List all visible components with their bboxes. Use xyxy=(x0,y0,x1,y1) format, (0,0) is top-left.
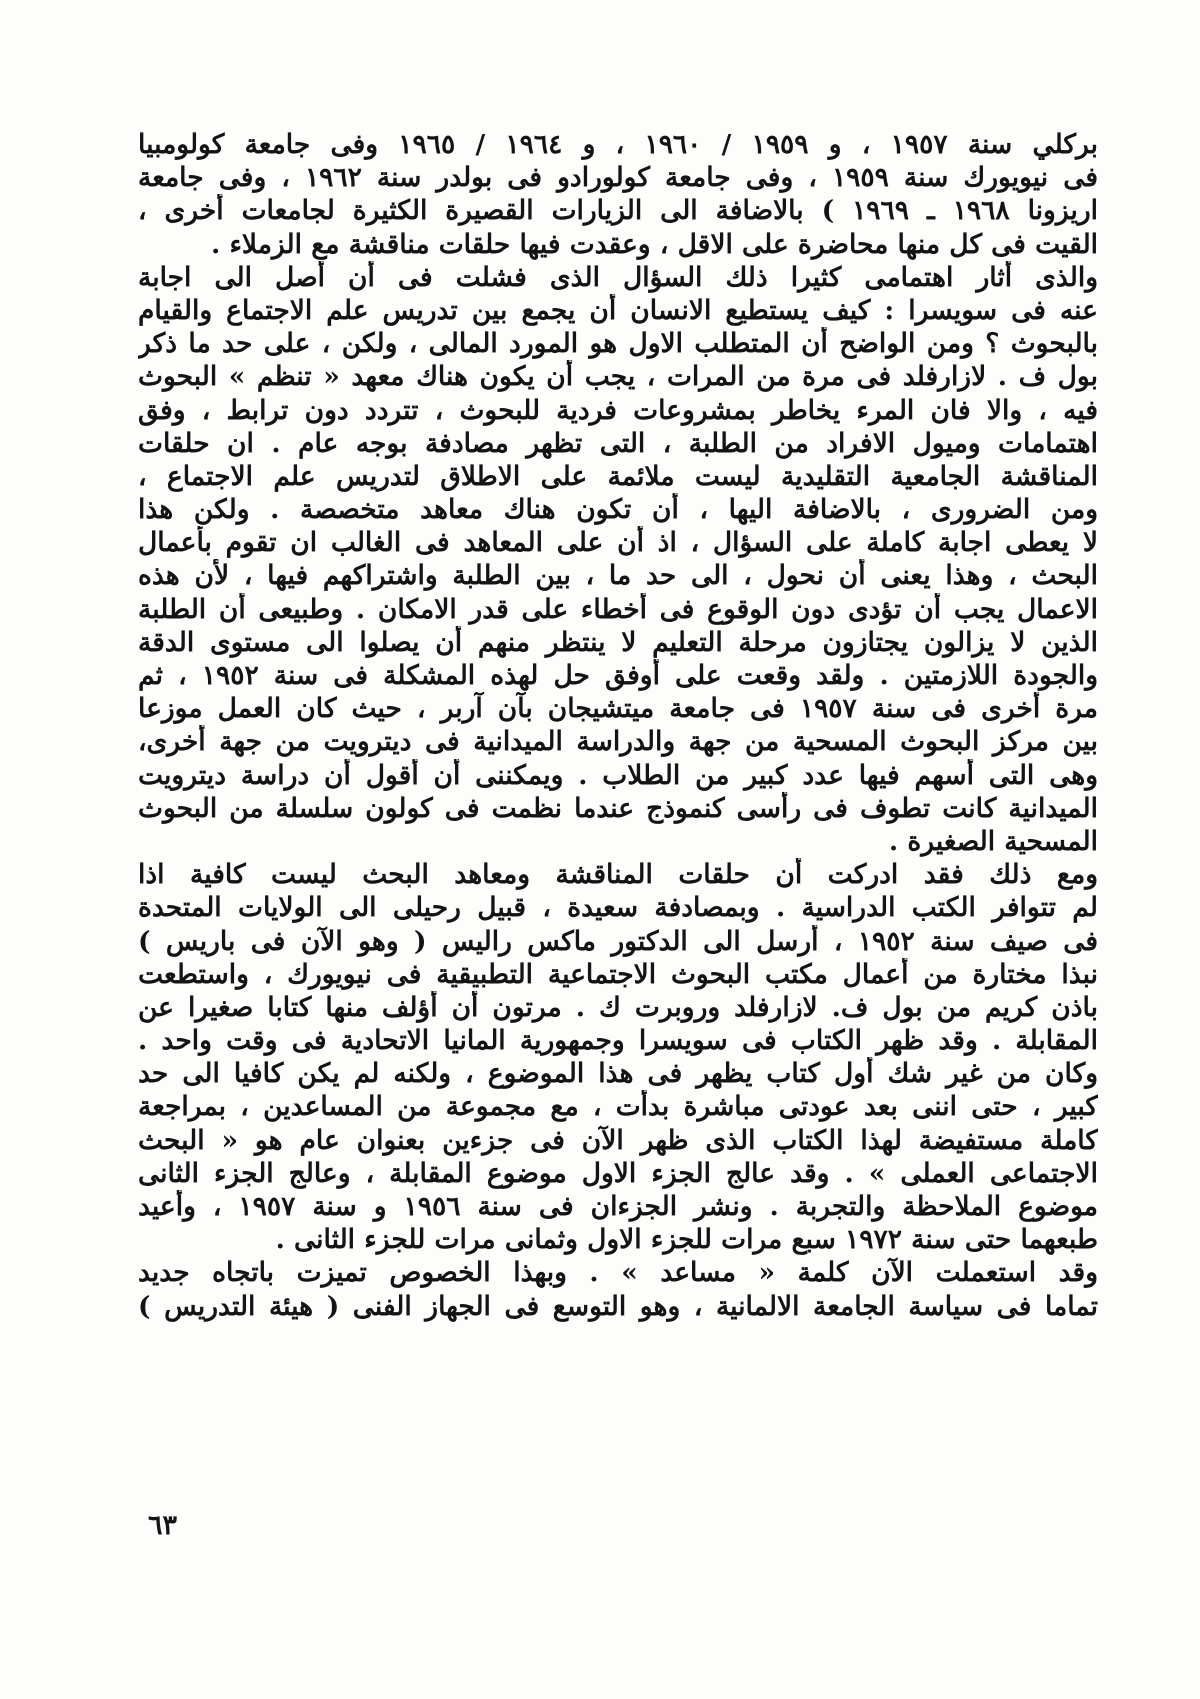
text-line: اريزونا ١٩٦٨ ـ ١٩٦٩ ) بالاضافة الى الزيارات القصيرة الكثيرة لجامعات أخرى ، xyxy=(138,195,1098,227)
text-line: بين مركز البحوث المسحية من جهة والدراسة الميدانية فى ديترويت من جهة أخرى، xyxy=(138,726,1098,758)
text-line: الميدانية كانت تطوف فى رأسى كنموذج عندما نظمت فى كولون سلسلة من البحوث xyxy=(138,792,1098,824)
paragraph-1 xyxy=(138,128,1098,261)
text-line: بول ف . لازارفلد فى مرة من المرات ، يجب أن يكون هناك معهد « تنظم » البحوث xyxy=(138,361,1098,393)
text-line: فى صيف سنة ١٩٥٢ ، أرسل الى الدكتور ماكس راليس ( وهو الآن فى باريس ) xyxy=(138,925,1098,957)
text-line: وهى التى أسهم فيها عدد كبير من الطلاب . ويمكننى أن أقول أن دراسة ديترويت xyxy=(138,759,1098,791)
text-line: المناقشة الجامعية التقليدية ليست ملائمة على الاطلاق لتدريس علم الاجتماع ، xyxy=(138,460,1098,492)
text-line: الاجتماعى العملى » . وقد عالج الجزء الاول موضوع المقابلة ، وعالج الجزء الثانى xyxy=(138,1157,1098,1189)
text-line: البحث ، وهذا يعنى أن نحول ، الى حد ما ، بين الطلبة واشتراكهم فيها ، لأن هذه xyxy=(138,560,1098,592)
text-line: كبير ، حتى اننى بعد عودتى مباشرة بدأت ، مع مجموعة من المساعدين ، بمراجعة xyxy=(138,1091,1098,1123)
text-line: فى نيويورك سنة ١٩٥٩ ، وفى جامعة كولورادو فى بولدر سنة ١٩٦٢ ، وفى جامعة xyxy=(138,162,1098,194)
text-line: لم تتوافر الكتب الدراسية . وبمصادفة سعيدة ، قبيل رحيلى الى الولايات المتحدة xyxy=(138,892,1098,924)
text-line: اهتمامات وميول الافراد من الطلبة ، التى تظهر مصادفة بوجه عام . ان حلقات xyxy=(138,427,1098,459)
text-line: المسحية الصغيرة . xyxy=(888,825,1098,857)
text-line: وقد استعملت الآن كلمة « مساعد » . وبهذا الخصوص تميزت باتجاه جديد xyxy=(138,1257,1098,1289)
text-line: مرة أخرى فى سنة ١٩٥٧ فى جامعة ميتشيجان بآن آربر ، حيث كان العمل موزعا xyxy=(138,693,1098,725)
text-line: وكان من غير شك أول كتاب يظهر فى هذا الموضوع ، ولكنه لم يكن كافيا الى حد xyxy=(138,1058,1098,1090)
text-line: طبعهما حتى سنة ١٩٧٢ سبع مرات للجزء الاول وثمانى مرات للجزء الثانى . xyxy=(275,1224,1098,1256)
text-line: الاعمال يجب أن تؤدى دون الوقوع فى أخطاء على قدر الامكان . وطبيعى أن الطلبة xyxy=(138,593,1098,625)
text-line: لا يعطى اجابة كاملة على السؤال ، اذ أن على المعاهد فى الغالب ان تقوم بأعمال xyxy=(138,527,1098,559)
paragraph-3 xyxy=(138,858,1098,1256)
text-line: والجودة اللازمتين . ولقد وقعت على أوفق حل لهذه المشكلة فى سنة ١٩٥٢ ، ثم xyxy=(138,660,1098,691)
page-body-text xyxy=(138,128,1098,1323)
page-number: ٦٣ xyxy=(148,1510,178,1541)
text-line: القيت فى كل منها محاضرة على الاقل ، وعقدت فيها حلقات مناقشة مع الزملاء . xyxy=(211,228,1098,260)
text-line: فيه ، والا فان المرء يخاطر بمشروعات فردية للبحوث ، تتردد دون ترابط ، وفق xyxy=(138,394,1098,426)
text-line: الذين لا يزالون يجتازون مرحلة التعليم لا ينتظر منهم أن يصلوا الى مستوى الدقة xyxy=(138,626,1098,658)
text-line: ومع ذلك فقد ادركت أن حلقات المناقشة ومعاهد البحث ليست كافية اذا xyxy=(138,859,1098,891)
text-line: تماما فى سياسة الجامعة الالمانية ، وهو التوسع فى الجهاز الفنى ( هيئة التدريس ) xyxy=(138,1290,1098,1322)
text-line: كاملة مستفيضة لهذا الكتاب الذى ظهر الآن فى جزءين بعنوان عام هو « البحث xyxy=(138,1124,1098,1156)
text-line: المقابلة . وقد ظهر الكتاب فى سويسرا وجمهورية المانيا الاتحادية فى وقت واحد . xyxy=(138,1025,1098,1057)
text-line: باذن كريم من بول ف. لازارفلد وروبرت ك . مرتون أن أؤلف منها كتابا صغيرا عن xyxy=(138,991,1098,1023)
text-line: بالبحوث ؟ ومن الواضح أن المتطلب الاول هو المورد المالى ، ولكن ، على حد ما ذكر xyxy=(138,328,1098,360)
text-line: نبذا مختارة من أعمال مكتب البحوث الاجتماعية التطبيقية فى نيويورك ، واستطعت xyxy=(138,958,1098,990)
text-line: ومن الضرورى ، بالاضافة اليها ، أن تكون هناك معاهد متخصصة . ولكن هذا xyxy=(138,494,1098,526)
text-line: والذى أثار اهتمامى كثيرا ذلك السؤال الذى فشلت فى أن أصل الى اجابة xyxy=(138,261,1098,293)
paragraph-4 xyxy=(138,1256,1098,1322)
paragraph-2 xyxy=(138,261,1098,858)
text-line: بركلي سنة ١٩٥٧ ، و ١٩٥٩ / ١٩٦٠ ، و ١٩٦٤ / ١٩٦٥ وفى جامعة كولومبيا xyxy=(138,129,1098,160)
text-line: عنه فى سويسرا : كيف يستطيع الانسان أن يجمع بين تدريس علم الاجتماع والقيام xyxy=(138,294,1098,326)
text-line: موضوع الملاحظة والتجربة . ونشر الجزءان فى سنة ١٩٥٦ و سنة ١٩٥٧ ، وأعيد xyxy=(138,1191,1098,1222)
